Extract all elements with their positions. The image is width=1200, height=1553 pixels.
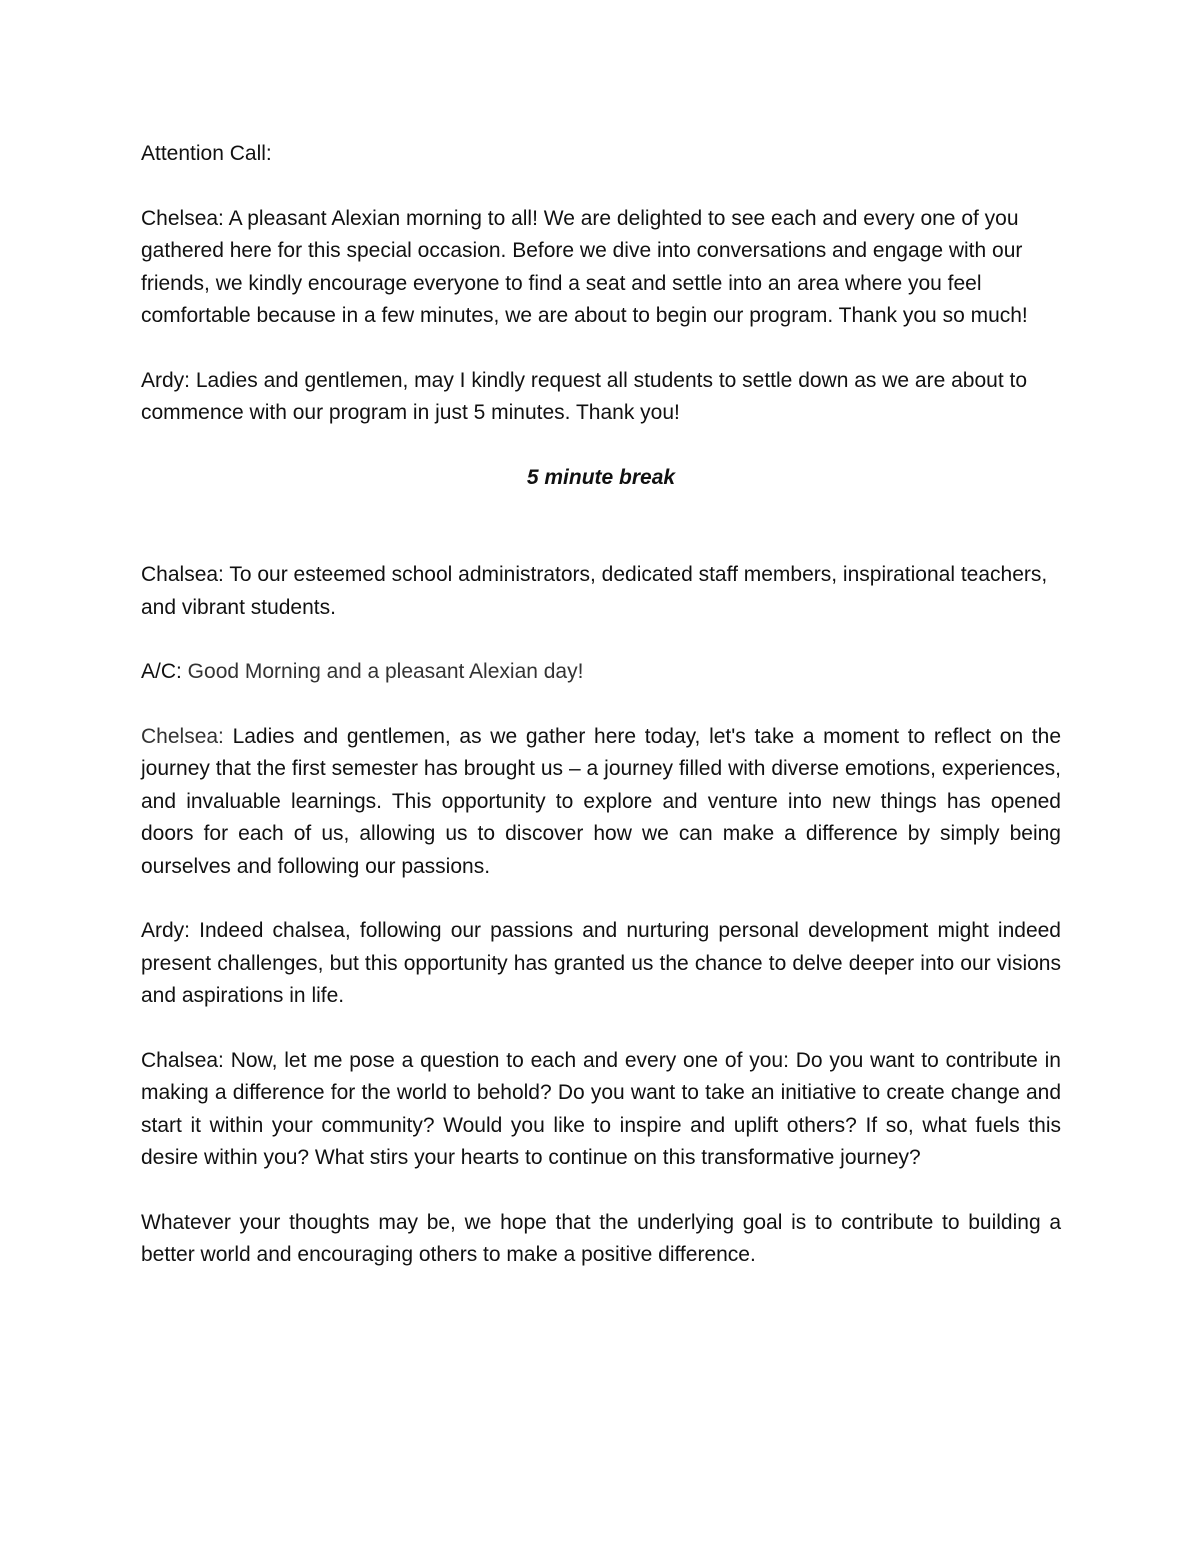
speaker-label: Chalsea:	[141, 563, 224, 586]
attention-call-heading: Attention Call:	[141, 142, 272, 165]
paragraph-chelsea-opening	[141, 203, 1061, 333]
speaker-label: A/C:	[141, 660, 182, 683]
speaker-label: Ardy:	[141, 919, 191, 942]
paragraph-chalsea-greeting	[141, 559, 1061, 624]
paragraph-text: A pleasant Alexian morning to all! We are delighted to see each and every one of you gathered here for this special occasion. Before we dive into conversations and engage with our friends, we kindly encourage everyone to find a seat and settle into an area where you feel comfortable because in a few minutes, we are about to begin our program. Thank you so much!	[141, 206, 1028, 327]
speaker-label: Chelsea:	[141, 724, 224, 748]
paragraph-text: Now, let me pose a question to each and every one of you: Do you want to contribute in making a difference for the world to behold? Do you want to take an initiative to create change and start it within your community? Would you like to inspire and uplift others? If so, what fuels this desire within you? What stirs your hearts to continue on this transformative journey?	[141, 1048, 1061, 1169]
paragraph-text: Indeed chalsea, following our passions and nurturing personal development might indeed present challenges, but this opportunity has granted us the chance to delve deeper into our visions and aspirations in life.	[141, 919, 1061, 1007]
paragraph-text: Good Morning and a pleasant Alexian day!	[181, 660, 584, 683]
speaker-label: Ardy:	[141, 368, 191, 392]
paragraph-text: To our esteemed school administrators, dedicated staff members, inspirational teachers, and vibrant students.	[141, 563, 1048, 619]
speaker-label: Chelsea:	[141, 206, 224, 230]
paragraph-ardy-request	[141, 365, 1061, 430]
paragraph-ac-greeting	[141, 656, 1061, 689]
document-body	[141, 138, 1061, 1304]
paragraph-chalsea-question	[141, 1045, 1061, 1175]
break-label: 5 minute break	[526, 465, 676, 489]
speaker-label: Chalsea:	[141, 1048, 224, 1072]
paragraph-text: Ladies and gentlemen, as we gather here today, let's take a moment to reflect on the journey that the first semester has brought us – a journey filled with diverse emotions, experiences, and invaluable learnings. This opportunity to explore and venture into new things has opened doors for each of us, allowing us to discover how we can make a difference by simply being ourselves and following our passions.	[141, 724, 1061, 878]
paragraph-ardy-passions	[141, 915, 1061, 1013]
paragraph-text: Ladies and gentlemen, may I kindly request all students to settle down as we are about to commence with our program in just 5 minutes. Thank you!	[141, 368, 1028, 424]
paragraph-chelsea-reflection	[141, 721, 1061, 884]
paragraph-closing-thought: Whatever your thoughts may be, we hope that the underlying goal is to contribute to building a better world and encouraging others to make a positive difference.	[141, 1210, 1061, 1266]
